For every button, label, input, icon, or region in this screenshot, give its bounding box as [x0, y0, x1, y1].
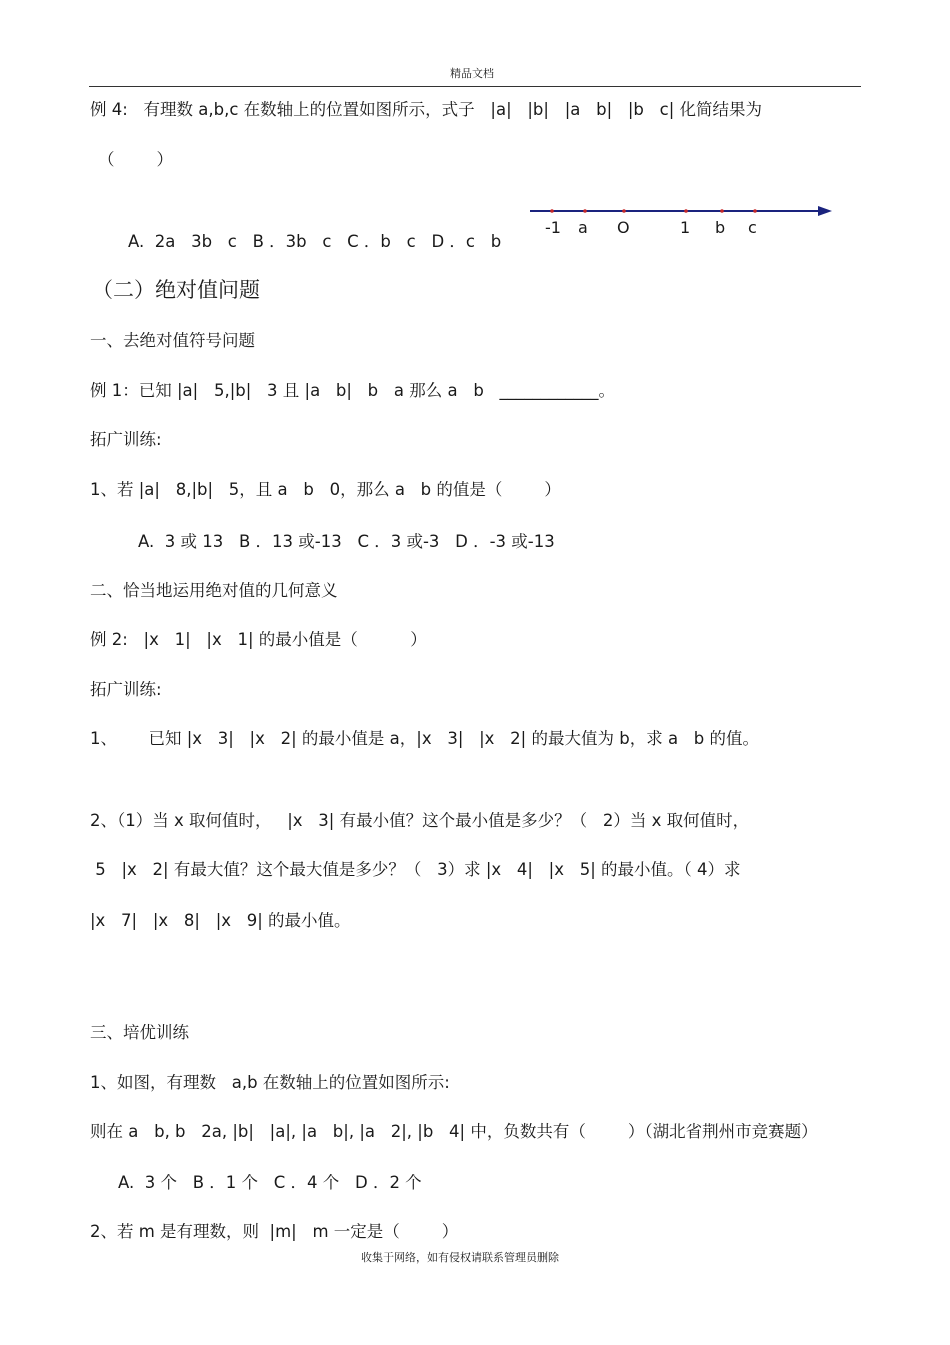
- number-line-arrow: [818, 206, 832, 216]
- extension-2-q2-line3: |x 7| |x 8| |x 9| 的最小值。: [90, 911, 351, 930]
- extension-1-q1: 1、若 |a| 8,|b| 5，且 a b 0，那么 a b 的值是（ ）: [90, 480, 561, 499]
- tick-b: [720, 209, 724, 213]
- number-line-label-b: b: [715, 218, 726, 237]
- extension-1-title: 拓广训练:: [90, 430, 162, 449]
- subsection-1-title: 一、去绝对值符号问题: [90, 331, 255, 350]
- section-3-q1: 1、如图，有理数 a,b 在数轴上的位置如图所示:: [90, 1073, 450, 1092]
- example-4-options: A. 2a 3b c B ．3b c C ．b c D ．c b: [128, 232, 502, 251]
- example-4-question: 例 4: 有理数 a,b,c 在数轴上的位置如图所示，式子 |a| |b| |a b| |b c| 化简结果为: [90, 100, 763, 119]
- number-line-label-o: O: [617, 218, 630, 237]
- section-3-q1-options: A. 3 个 B ．1 个 C ．4 个 D ．2 个: [118, 1173, 422, 1192]
- section-3-q1-line2: 则在 a b, b 2a, |b| |a|, |a b|, |a 2|, |b 4| 中，负数共有（ ）（湖北省荆州市竞赛题）: [90, 1122, 818, 1141]
- number-line-label-1: 1: [680, 218, 691, 237]
- page-header: 精品文档: [450, 67, 494, 80]
- extension-2-title: 拓广训练:: [90, 680, 162, 699]
- section-3-q2: 2、若 m 是有理数，则 |m| m 一定是（ ）: [90, 1222, 459, 1241]
- subsection-2-title: 二、恰当地运用绝对值的几何意义: [90, 581, 338, 600]
- tick-neg1: [550, 209, 554, 213]
- header-rule: [89, 86, 861, 87]
- extension-1-q1-options: A. 3 或 13 B ．13 或-13 C ．3 或-3 D ．-3 或-13: [138, 532, 555, 551]
- number-line-label-c: c: [748, 218, 757, 237]
- section-2-title: （二）绝对值问题: [92, 278, 260, 302]
- page-footer: 收集于网络，如有侵权请联系管理员删除: [361, 1251, 559, 1264]
- tick-a: [583, 209, 587, 213]
- number-line-label-neg1: -1: [545, 218, 561, 237]
- example-2-question: 例 2: |x 1| |x 1| 的最小值是（ ）: [90, 630, 427, 649]
- example-1-question: 例 1：已知 |a| 5,|b| 3 且 |a b| b a 那么 a b ____________。: [90, 381, 616, 400]
- example-4-answer-paren: （ ）: [98, 150, 173, 169]
- number-line-label-a: a: [578, 218, 588, 237]
- extension-2-q2-line2: 5 |x 2| 有最大值？这个最大值是多少？（ 3）求 |x 4| |x 5| 的最小值。（ 4）求: [90, 860, 741, 879]
- extension-2-q2-line1: 2、（1）当 x 取何值时， |x 3| 有最小值？这个最小值是多少？（ 2）当 x 取何值时，: [90, 811, 750, 830]
- tick-c: [753, 209, 757, 213]
- section-3-title: 三、培优训练: [90, 1023, 189, 1042]
- tick-o: [622, 209, 626, 213]
- extension-2-q1: 1、 已知 |x 3| |x 2| 的最小值是 a，|x 3| |x 2| 的最大值为 b，求 a b 的值。: [90, 729, 760, 748]
- tick-1: [684, 209, 688, 213]
